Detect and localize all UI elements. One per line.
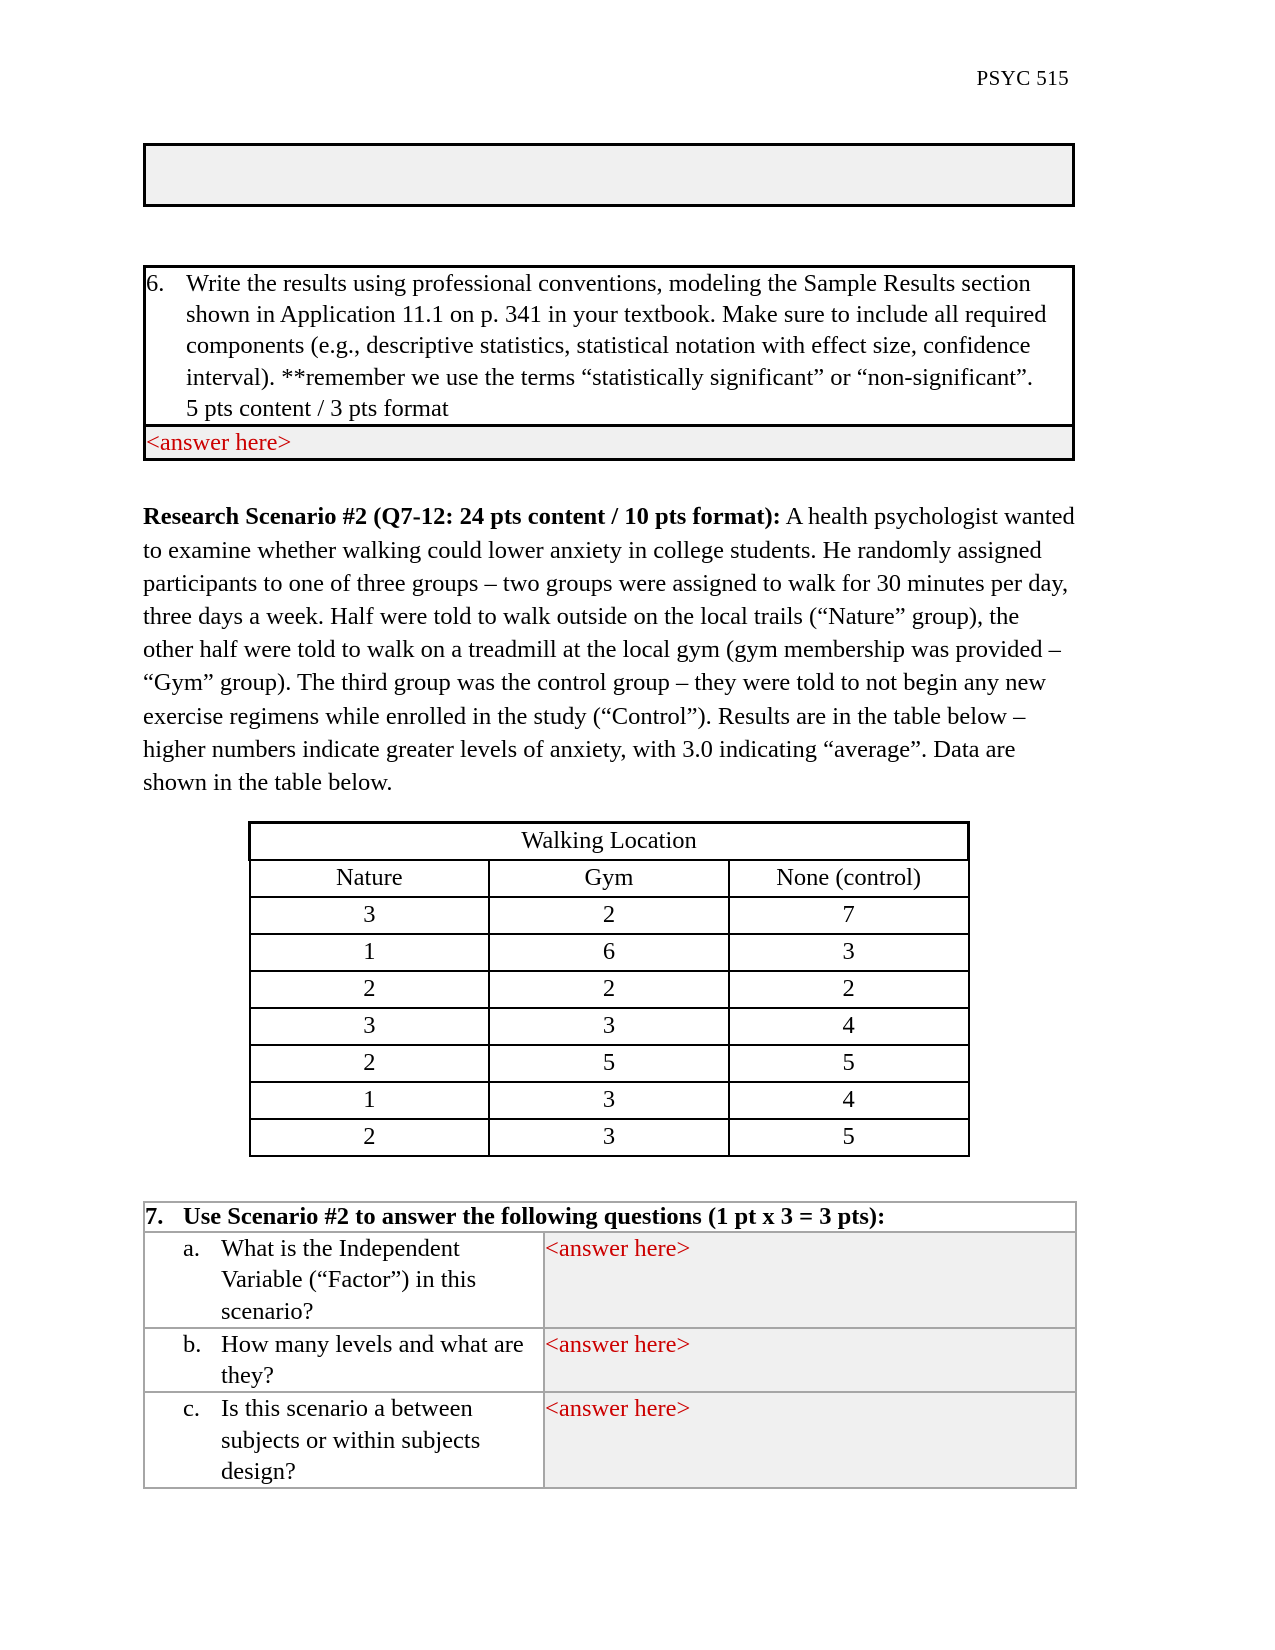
question-7-heading-text: Use Scenario #2 to answer the following questions (1 pt x 3 = 3 pts): — [183, 1203, 886, 1231]
research-scenario-2-text: A health psychologist wanted to examine whether walking could lower anxiety in college students. He randomly assigned participants to one of three groups – two groups were assigned to walk for 30 minutes per day, three days a week. Half were told to walk outside on the local trails (“Nature” group), the other half were told to walk on a treadmill at the local gym (gym membership was provided – “Gym” group). The third group was the control group – they were told to not begin any new exercise regimens while enrolled in the study (“Control”). Results are in the table below – higher numbers indicate greater levels of anxiety, with 3.0 indicating “average”. Data are shown in the table below. — [143, 503, 1075, 796]
question-6-prompt-text: Write the results using professional conventions, modeling the Sample Results section shown in Application 11.1 on p. 341 in your textbook. Make sure to include all required components (e.g., descriptive statistics, statistical notation with effect size, confidence interval). **remember we use the terms “statistically significant” or “non-significant”. — [186, 270, 1047, 391]
data-cell: 3 — [729, 934, 969, 971]
question-6-prompt-cell — [145, 267, 1074, 426]
spillover-answer-box — [143, 143, 1075, 207]
question-6-numbered-item — [146, 268, 1072, 424]
question-7b-answer-cell[interactable] — [544, 1328, 1076, 1392]
table-row — [250, 971, 969, 1008]
question-7-table — [143, 1201, 1077, 1489]
data-cell: 1 — [250, 1082, 490, 1119]
data-table-column-header: None (control) — [729, 860, 969, 897]
question-6-answer-cell[interactable] — [145, 426, 1074, 460]
table-row — [250, 1045, 969, 1082]
table-row — [250, 934, 969, 971]
data-cell: 3 — [489, 1008, 729, 1045]
data-table-wrapper — [143, 821, 1075, 1157]
data-table-title: Walking Location — [250, 823, 969, 861]
data-cell: 2 — [489, 897, 729, 934]
data-cell: 2 — [729, 971, 969, 1008]
question-6-number: 6. — [146, 270, 165, 297]
question-6-table — [143, 265, 1075, 461]
table-row — [250, 897, 969, 934]
question-7b-answer-placeholder[interactable]: <answer here> — [545, 1330, 691, 1358]
question-7c-answer-placeholder[interactable]: <answer here> — [545, 1395, 691, 1423]
question-7a-text: What is the Independent Variable (“Factor”) in this scenario? — [221, 1235, 477, 1325]
data-table-header-row — [250, 860, 969, 897]
data-cell: 2 — [250, 1119, 490, 1156]
question-6-points: 5 pts content / 3 pts format — [186, 394, 449, 422]
question-7a-answer-placeholder[interactable]: <answer here> — [545, 1235, 691, 1263]
data-cell: 5 — [729, 1119, 969, 1156]
question-7a-answer-cell[interactable] — [544, 1232, 1076, 1328]
question-7b-question-cell — [144, 1328, 544, 1392]
data-cell: 5 — [729, 1045, 969, 1082]
research-scenario-2-label: Research Scenario #2 (Q7-12: 24 pts content / 10 pts format): — [143, 503, 781, 531]
question-7-item-row — [144, 1392, 1076, 1488]
question-6-body — [186, 268, 1072, 424]
question-7a-letter: a. — [183, 1235, 200, 1263]
question-7b-letter: b. — [183, 1330, 202, 1358]
data-cell: 3 — [489, 1082, 729, 1119]
question-7-heading-cell — [144, 1202, 1076, 1232]
data-cell: 2 — [489, 971, 729, 1008]
running-header: PSYC 515 — [976, 66, 1069, 90]
data-table-column-header: Gym — [489, 860, 729, 897]
question-7b-text: How many levels and what are they? — [221, 1330, 524, 1390]
question-7c-text: Is this scenario a between subjects or within subjects design? — [221, 1395, 481, 1485]
research-scenario-2-paragraph — [143, 500, 1075, 799]
data-table-column-header: Nature — [250, 860, 490, 897]
question-7-item-row — [144, 1232, 1076, 1328]
data-cell: 6 — [489, 934, 729, 971]
data-cell: 3 — [250, 897, 490, 934]
question-7c-letter: c. — [183, 1395, 200, 1423]
table-row — [250, 1119, 969, 1156]
spillover-answer-cell[interactable] — [145, 145, 1074, 206]
data-cell: 2 — [250, 1045, 490, 1082]
data-cell: 4 — [729, 1008, 969, 1045]
table-row — [250, 1082, 969, 1119]
data-cell: 2 — [250, 971, 490, 1008]
page-content — [143, 0, 1075, 1489]
data-cell: 3 — [489, 1119, 729, 1156]
data-cell: 4 — [729, 1082, 969, 1119]
question-7-item-row — [144, 1328, 1076, 1392]
question-7c-question-cell — [144, 1392, 544, 1488]
question-7c-answer-cell[interactable] — [544, 1392, 1076, 1488]
data-cell: 7 — [729, 897, 969, 934]
data-cell: 1 — [250, 934, 490, 971]
question-7-number: 7. — [145, 1203, 164, 1231]
walking-location-data-table — [248, 821, 970, 1157]
table-row — [250, 1008, 969, 1045]
question-7a-question-cell — [144, 1232, 544, 1328]
data-cell: 3 — [250, 1008, 490, 1045]
question-6-answer-placeholder[interactable]: <answer here> — [146, 429, 292, 457]
data-cell: 5 — [489, 1045, 729, 1082]
